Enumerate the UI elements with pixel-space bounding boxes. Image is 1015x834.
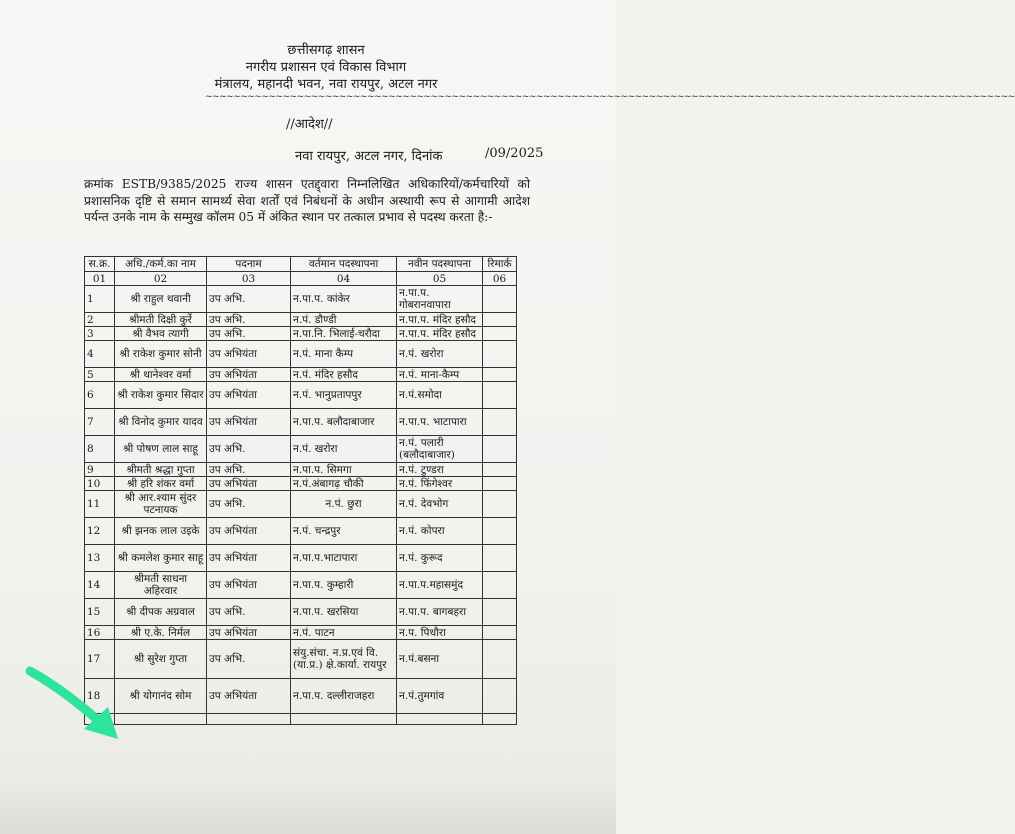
cell-post: उप अभि.	[207, 599, 291, 626]
cell-sn: 5	[85, 368, 115, 382]
cell-remark	[483, 626, 517, 640]
cell-post: उप अभियंता	[207, 572, 291, 599]
cell-name: श्री झनक लाल उइके	[115, 518, 207, 545]
cell-name: श्री वैभव त्यागी	[115, 327, 207, 341]
cell-name: श्री ए.के. निर्मल	[115, 626, 207, 640]
cell-name: श्री विनोद कुमार यादव	[115, 409, 207, 436]
cell-post: उप अभि.	[207, 313, 291, 327]
cell-remark	[483, 436, 517, 463]
cell-new: न.प. पिथौरा	[397, 626, 483, 640]
cell-name: श्री राहुल थवानी	[115, 286, 207, 313]
table-row	[85, 477, 517, 491]
cell-sn: 10	[85, 477, 115, 491]
cell-new: न.पा.प. मंदिर हसौद	[397, 313, 483, 327]
cell-current: न.पं.अंबागढ़ चौकी	[291, 477, 397, 491]
cell-new: न.पं. देवभोग	[397, 491, 483, 518]
table-row	[85, 599, 517, 626]
cell-sn: 7	[85, 409, 115, 436]
cell-sn: 11	[85, 491, 115, 518]
cell-new: न.पं. कुरूद	[397, 545, 483, 572]
table-row	[85, 436, 517, 463]
cell-sn: 4	[85, 341, 115, 368]
table-row	[85, 572, 517, 599]
cell-new: न.पा.प.महासमुंद	[397, 572, 483, 599]
cell-remark	[483, 382, 517, 409]
cell-name: श्री आर.श्याम सुंदर पटनायक	[115, 491, 207, 518]
cell-name: श्री दीपक अग्रवाल	[115, 599, 207, 626]
table-row	[85, 409, 517, 436]
header-post: पदनाम	[207, 257, 291, 272]
table-row	[85, 679, 517, 714]
cell-remark	[483, 463, 517, 477]
cell-new: न.पं. टुण्डरा	[397, 463, 483, 477]
header-current: वर्तमान पदस्थापना	[291, 257, 397, 272]
cell-name: श्री पोषण लाल साहू	[115, 436, 207, 463]
cell-sn: 15	[85, 599, 115, 626]
header-name: अधि./कर्म.का नाम	[115, 257, 207, 272]
col-no: 02	[115, 272, 207, 286]
cell-post: उप अभि.	[207, 491, 291, 518]
cell-current: न.पा.प. कांकेर	[291, 286, 397, 313]
col-no: 06	[483, 272, 517, 286]
cell-current: न.पं. माना कैम्प	[291, 341, 397, 368]
cell-name: श्री सुरेश गुप्ता	[115, 640, 207, 679]
cell-sn: 9	[85, 463, 115, 477]
cell-remark	[483, 409, 517, 436]
cell-new: न.पं. फिंगेश्वर	[397, 477, 483, 491]
transfer-table	[84, 256, 517, 725]
cell-current: न.पा.नि. भिलाई-चरौदा	[291, 327, 397, 341]
cell-new: न.पं.तुमगांव	[397, 679, 483, 714]
table-row	[85, 491, 517, 518]
office-address: मंत्रालय, महानदी भवन, नवा रायपुर, अटल नगर	[214, 77, 438, 92]
decorative-separator: ~~~~~~~~~~~~~~~~~~~~~~~~~~~~~~~~~~~~~~~~~~~~~~~~~~~~~~~~~~~~~~~~~~~~~~~~~~~~~~~~~~~~~~~~~~~~~~~~~~~~~~~~~~~~~~~~~~~	[205, 92, 1015, 102]
cell-current: न.पं. भानुप्रतापपुर	[291, 382, 397, 409]
cell-post: उप अभि.	[207, 327, 291, 341]
cell-remark	[483, 313, 517, 327]
header-sn: स.क्र.	[85, 257, 115, 272]
cell-name: श्री कमलेश कुमार साहू	[115, 545, 207, 572]
cell-sn: 8	[85, 436, 115, 463]
photo-shadow	[0, 780, 616, 834]
table-row	[85, 545, 517, 572]
cell-remark	[483, 327, 517, 341]
cell-sn: 12	[85, 518, 115, 545]
cell-remark	[483, 599, 517, 626]
cell-name: श्री योगानंद सोम	[115, 679, 207, 714]
table-row	[85, 382, 517, 409]
cell-post: उप अभि.	[207, 286, 291, 313]
cell-current: न.पं. खरोरा	[291, 436, 397, 463]
cell-remark	[483, 368, 517, 382]
cell-name: श्रीमती साधना अहिरवार	[115, 572, 207, 599]
cell-post: उप अभि.	[207, 463, 291, 477]
cell-new: न.पा.प. गोबरानवापारा	[397, 286, 483, 313]
place-date-line	[295, 146, 544, 164]
table-row	[85, 341, 517, 368]
cell-post: उप अभियंता	[207, 341, 291, 368]
table-row	[85, 327, 517, 341]
table-row	[85, 463, 517, 477]
cell-post: उप अभियंता	[207, 409, 291, 436]
cell-new: न.पा.प. बागबहरा	[397, 599, 483, 626]
cell-remark	[483, 679, 517, 714]
cell-current: न.पं. पाटन	[291, 626, 397, 640]
cell-name: श्री हरि शंकर वर्मा	[115, 477, 207, 491]
department-name: नगरीय प्रशासन एवं विकास विभाग	[245, 60, 407, 75]
cell-remark	[483, 518, 517, 545]
table-row	[85, 518, 517, 545]
col-no: 04	[291, 272, 397, 286]
cell-current: न.पा.प. बलौदाबाजार	[291, 409, 397, 436]
cell-name: श्रीमती दिक्षी कुर्रे	[115, 313, 207, 327]
table-header-row	[85, 257, 517, 272]
cell-remark	[483, 477, 517, 491]
table-row	[85, 368, 517, 382]
arrow-annotation-icon	[24, 665, 124, 745]
cell-post: उप अभियंता	[207, 679, 291, 714]
table-row	[85, 640, 517, 679]
order-body-text: क्रमांक ESTB/9385/2025 राज्य शासन एतद्द्वारा निम्नलिखित अधिकारियों/कर्मचारियों को प्रशासनिक दृष्टि से समान सामर्थ्य सेवा शर्तों एवं निबंधनों के अधीन अस्थायी रूप से आगामी आदेश पर्यन्त उनके नाम के सम्मुख कॉलम 05 में अंकित स्थान पर तत्काल प्रभाव से पदस्थ करता है:-	[84, 177, 530, 225]
cell-sn: 18	[85, 679, 115, 714]
cell-current: न.पा.प. सिमगा	[291, 463, 397, 477]
col-no: 01	[85, 272, 115, 286]
table-row	[85, 313, 517, 327]
cell-current: न.पं. चन्द्रपुर	[291, 518, 397, 545]
cell-post: उप अभियंता	[207, 545, 291, 572]
cell-new: न.पं. कोपरा	[397, 518, 483, 545]
cell-current: संयु.संचा. न.प्र.एवं वि. (या.प्र.) क्षे.कार्या. रायपुर	[291, 640, 397, 679]
column-number-row	[85, 272, 517, 286]
cell-name: श्रीमती श्रद्धा गुप्ता	[115, 463, 207, 477]
cell-post: उप अभियंता	[207, 477, 291, 491]
cell-sn: 3	[85, 327, 115, 341]
cell-post: उप अभियंता	[207, 626, 291, 640]
cell-remark	[483, 545, 517, 572]
cell-sn: 17	[85, 640, 115, 679]
cell-post: उप अभियंता	[207, 368, 291, 382]
header-new: नवीन पदस्थापना	[397, 257, 483, 272]
cell-post: उप अभियंता	[207, 518, 291, 545]
cell-sn: 1	[85, 286, 115, 313]
order-title: //आदेश//	[286, 117, 333, 132]
col-no: 03	[207, 272, 291, 286]
cell-new: न.पं. माना-कैम्प	[397, 368, 483, 382]
cell-new: न.पा.प. मंदिर हसौद	[397, 327, 483, 341]
cell-post: उप अभियंता	[207, 382, 291, 409]
cell-current: न.पा.प. कुम्हारी	[291, 572, 397, 599]
cell-new: न.पं.बसना	[397, 640, 483, 679]
cell-new: न.पं. पलारी (बलौदाबाजार)	[397, 436, 483, 463]
cell-post: उप अभि.	[207, 436, 291, 463]
cell-sn: 14	[85, 572, 115, 599]
cell-sn: 13	[85, 545, 115, 572]
cell-remark	[483, 491, 517, 518]
govt-name: छत्तीसगढ़ शासन	[287, 43, 365, 58]
table-row	[85, 286, 517, 313]
cell-name: श्री राकेश कुमार सिदार	[115, 382, 207, 409]
cell-remark	[483, 286, 517, 313]
cell-remark	[483, 572, 517, 599]
cell-current: न.पं. डौण्डी	[291, 313, 397, 327]
cell-name: श्री राकेश कुमार सोनी	[115, 341, 207, 368]
cell-sn: 2	[85, 313, 115, 327]
cell-name: श्री थानेश्वर वर्मा	[115, 368, 207, 382]
cell-remark	[483, 640, 517, 679]
cell-current: न.पा.प. दल्लीराजहरा	[291, 679, 397, 714]
cell-new: न.पं.समोदा	[397, 382, 483, 409]
cell-current: न.पं. छुरा	[291, 491, 397, 518]
table-row	[85, 626, 517, 640]
table-body	[85, 286, 517, 725]
cell-sn: 16	[85, 626, 115, 640]
date-text: /09/2025	[485, 146, 544, 161]
place-text: नवा रायपुर, अटल नगर, दिनांक	[295, 149, 443, 164]
col-no: 05	[397, 272, 483, 286]
cell-current: न.पं. मंदिर हसौद	[291, 368, 397, 382]
cell-current: न.पा.प. खरसिया	[291, 599, 397, 626]
cell-post: उप अभि.	[207, 640, 291, 679]
cell-current: न.पा.प.भाटापारा	[291, 545, 397, 572]
cell-new: न.पा.प. भाटापारा	[397, 409, 483, 436]
table-row	[85, 714, 517, 725]
cell-sn: 6	[85, 382, 115, 409]
cell-new: न.पं. खरोरा	[397, 341, 483, 368]
cell-remark	[483, 341, 517, 368]
header-remark: रिमार्क	[483, 257, 517, 272]
